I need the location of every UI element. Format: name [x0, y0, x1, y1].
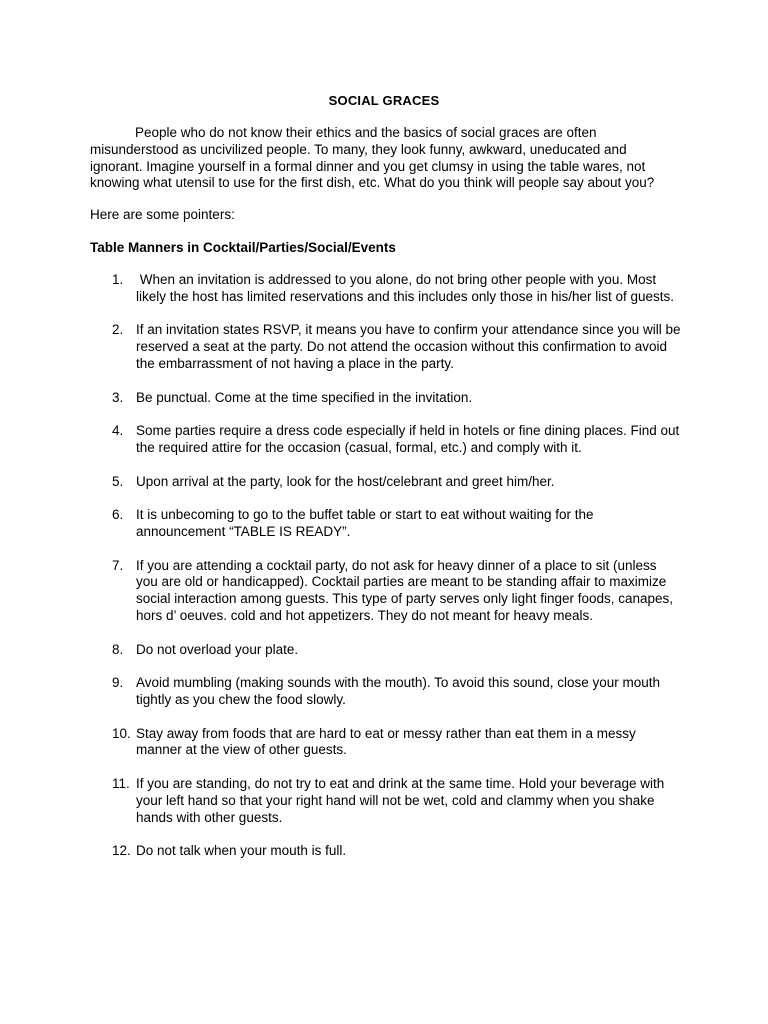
list-item — [0, 776, 768, 826]
list-item-text: If an invitation states RSVP, it means you have to confirm your attendance since you will be reserved a seat at the party. Do not attend the occasion without this confirmation to avoid the embarrassment of not having a place in the party. — [136, 322, 681, 371]
list-item-text: If you are standing, do not try to eat and drink at the same time. Hold your beverage with your left hand so that your right hand will not be wet, cold and clammy when you shake hands with other guests. — [136, 775, 665, 825]
list-item-number: 3. — [112, 389, 124, 405]
list-item-number: 12. — [112, 843, 131, 859]
list-item — [0, 423, 768, 457]
list-item-number: 7. — [112, 557, 124, 573]
list-item — [0, 507, 768, 541]
list-item-text: Be punctual. Come at the time specified in the invitation. — [136, 389, 473, 405]
list-item-number: 6. — [112, 507, 124, 523]
list-item-number: 10. — [112, 725, 131, 741]
list-item-text: Stay away from foods that are hard to eat or messy rather than eat them in a messy manner at the view of other guests. — [136, 725, 636, 758]
list-item-number: 9. — [112, 675, 124, 691]
section-heading: Table Manners in Cocktail/Parties/Social/Events — [90, 240, 396, 255]
list-item — [0, 272, 768, 306]
list-item — [0, 675, 768, 709]
intro-paragraph: People who do not know their ethics and the basics of social graces are often misunderstood as uncivilized people. To many, they look funny, awkward, uneducated and ignorant. Imagine yourself in a formal dinner and you get clumsy in using the table wares, not knowing what utensil to use for the first dish, etc. What do you think will people say about you? — [90, 125, 655, 191]
list-item-number: 2. — [112, 322, 124, 338]
list-item — [0, 322, 768, 372]
list-item-text: It is unbecoming to go to the buffet table or start to eat without waiting for the announcement “TABLE IS READY”. — [136, 507, 594, 539]
list-item-number: 5. — [112, 473, 124, 489]
manners-list — [0, 272, 768, 877]
list-item-text: Upon arrival at the party, look for the host/celebrant and greet him/her. — [136, 473, 555, 489]
list-item-text: Avoid mumbling (making sounds with the mouth). To avoid this sound, close your mouth tightly as you chew the food slowly. — [136, 675, 661, 707]
list-item — [0, 726, 768, 760]
list-item — [0, 474, 768, 491]
list-item-text: When an invitation is addressed to you alone, do not bring other people with you. Most likely the host has limited reservations and this includes only those in his/her list of guests. — [136, 272, 675, 304]
list-item-number: 4. — [112, 423, 124, 439]
list-item — [0, 843, 768, 860]
list-item-text: Do not overload your plate. — [136, 641, 299, 657]
list-item-number: 8. — [112, 641, 124, 657]
list-item-text: Some parties require a dress code especially if held in hotels or fine dining places. Find out the required attire for the occasion (casual, formal, etc.) and comply with it. — [136, 423, 680, 455]
page-title: SOCIAL GRACES — [328, 93, 440, 108]
list-item — [0, 558, 768, 625]
pointers-line: Here are some pointers: — [90, 207, 235, 222]
list-item — [0, 390, 768, 407]
list-item-text: Do not talk when your mouth is full. — [136, 843, 347, 859]
list-item — [0, 642, 768, 659]
list-item-number: 1. — [112, 272, 124, 287]
list-item-text: If you are attending a cocktail party, do not ask for heavy dinner of a place to sit (unless you are old or handicapped). Cocktail parties are meant to be standing affair to maximize social interaction among guests. This type of party serves only light finger foods, canapes, hors d’ oeuves. cold and hot appetizers. They do not meant for heavy meals. — [136, 557, 674, 623]
list-item-number: 11. — [112, 775, 130, 791]
